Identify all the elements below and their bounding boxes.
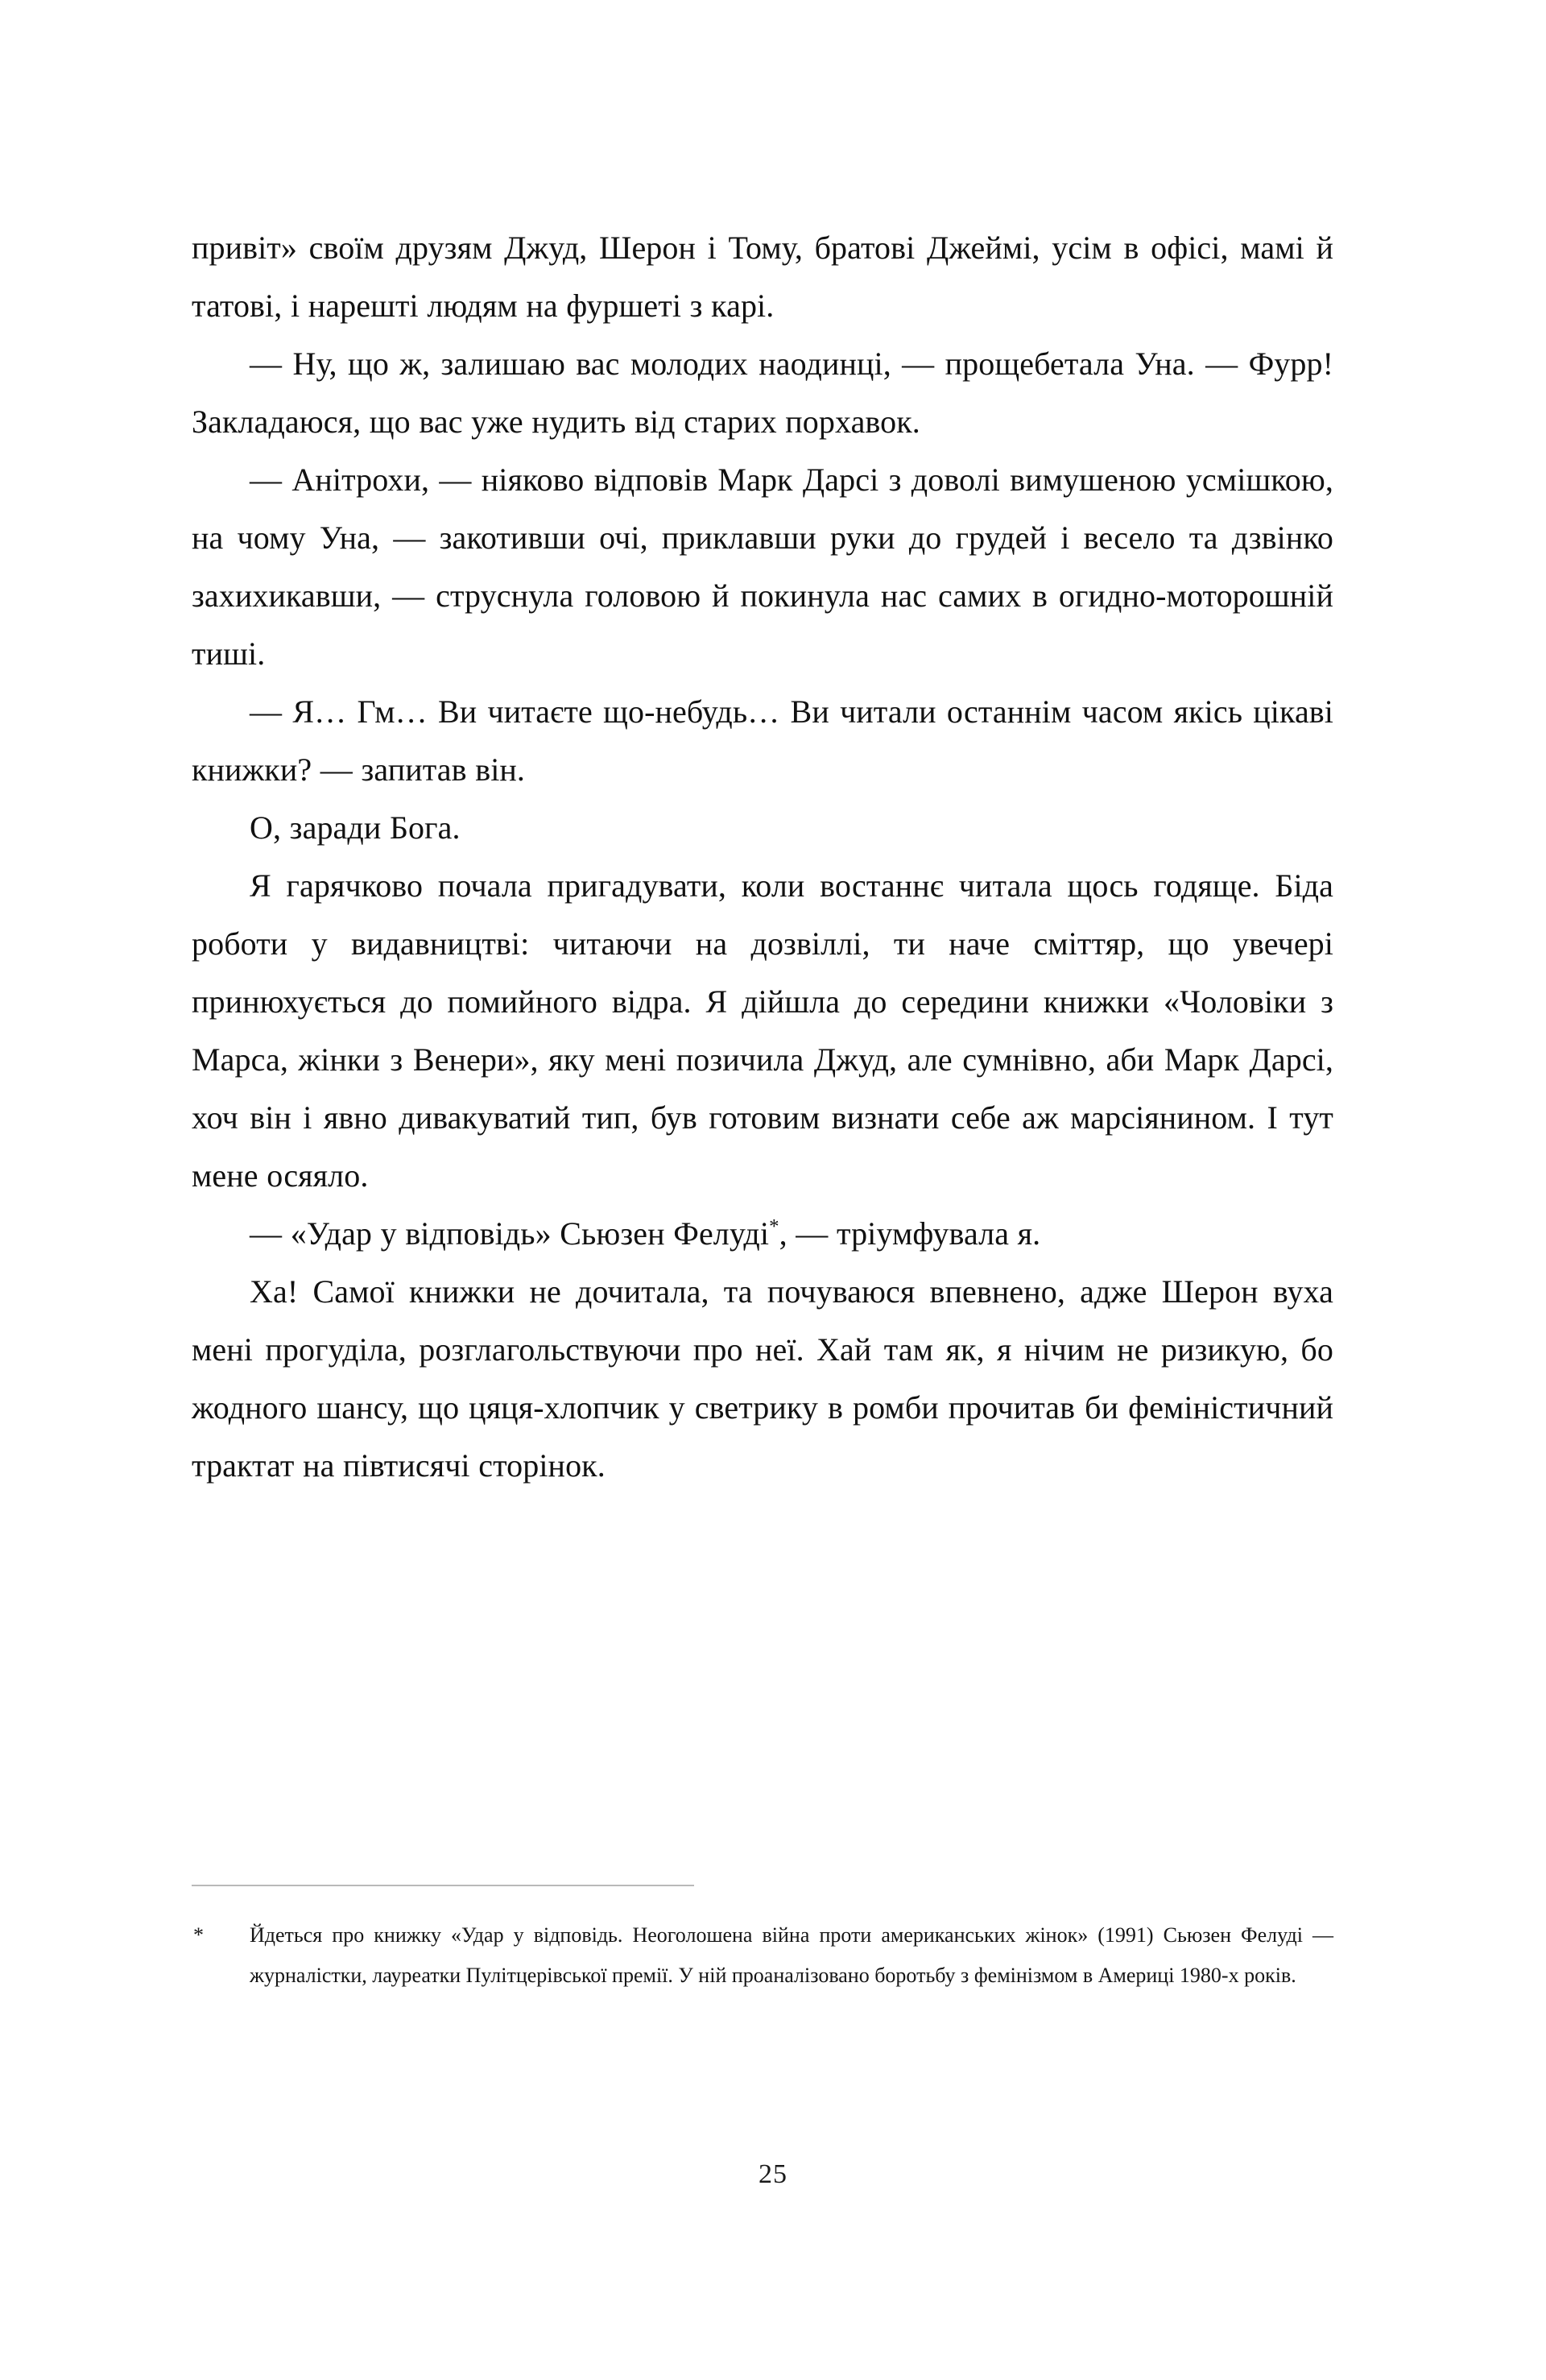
paragraph-una-farewell: — Ну, що ж, залишаю вас молодих наодинці, — прощебетала Уна. — Фурр! Закладаюся, що вас уже нудить від старих порхавок. — [192, 346, 1333, 440]
footnote-item-backlash — [192, 1915, 1333, 1996]
paragraph-backlash-answer — [192, 1205, 1333, 1263]
footnote-block — [192, 1885, 1333, 1996]
footnote-text: Йдеться про книжку «Удар у відповідь. Неоголошена війна проти американських жінок» (1991) Сьюзен Фелуді — журналістки, лауреатки Пулітцерівської премії. У ній проаналізовано боротьбу з фемінізмом в Америці 1980-х років. — [250, 1923, 1333, 1987]
page-number: 25 — [759, 2159, 787, 2189]
paragraph-oh-god: О, заради Бога. — [250, 809, 461, 846]
paragraph-ha-confidence: Ха! Самої книжки не дочитала, та почуваюся впевнено, адже Шерон вуха мені прогуділа, розглагольствуючи про неї. Хай там як, я нічим не ризикую, бо жодного шансу, що цяця-хлопчик у светрику в ромби прочитав би феміністичний трактат на півтисячі сторінок. — [192, 1273, 1333, 1484]
paragraph-backlash-text-before-ref: — «Удар у відповідь» Сьюзен Фелуді — [250, 1215, 770, 1252]
paragraph-backlash-text-after-ref: , — тріумфувала я. — [779, 1215, 1041, 1252]
paragraph-mark-darcy-reply: — Анітрохи, — ніяково відповів Марк Дарсі з доволі вимушеною усмішкою, на чому Уна, — закотивши очі, приклавши руки до грудей і весело та дзвінко захихикавши, — струснула головою й покинула нас самих в огидно-моторошній тиші. — [192, 462, 1333, 672]
footnote-marker-asterisk: * — [193, 1923, 204, 1947]
body-text-column — [192, 219, 1333, 1495]
footnote-reference-marker[interactable]: * — [769, 1215, 779, 1238]
paragraph-greeting-continuation: привіт» своїм друзям Джуд, Шерон і Тому, братові Джеймі, усім в офісі, мамі й татові, і нарешті людям на фуршеті з карі. — [192, 230, 1333, 324]
paragraph-recalling-books: Я гарячково почала пригадувати, коли востаннє читала щось годяще. Біда роботи у видавництві: читаючи на дозвіллі, ти наче сміттяр, що увечері принюхується до помийного відра. Я дійшла до середини книжки «Чоловіки з Марса, жінки з Венери», яку мені позичила Джуд, але сумнівно, аби Марк Дарсі, хоч він і явно дивакуватий тип, був готовим визнати себе аж марсіянином. І тут мене осяяло. — [192, 867, 1333, 1194]
footnote-separator-rule — [192, 1885, 694, 1886]
paragraph-reading-question: — Я… Гм… Ви читаєте що-небудь… Ви читали останнім часом якісь цікаві книжки? — запитав він. — [192, 693, 1333, 788]
